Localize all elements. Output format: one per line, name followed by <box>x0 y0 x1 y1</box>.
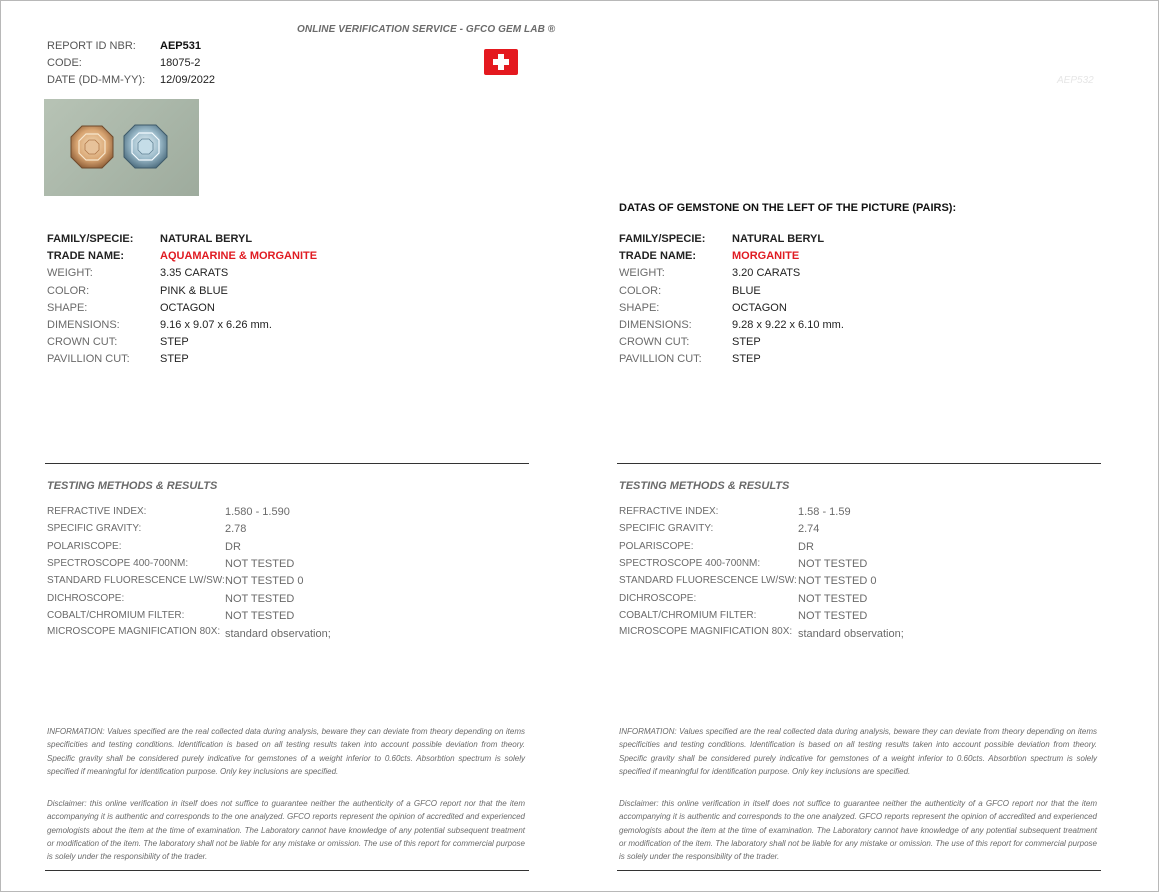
right-disclaimer-text: Disclaimer: this online verification in itself does not suffice to guarantee neither the authenticity of a GFCO report nor that the item accompanying it is authentic and corresponds to the one analyzed. GFCO reports represent the opinion of accredited and experienced gemologists about the item at the time of examination. The Laboratory cannot have knowledge of any potential subsequent treatment or modification of the item. The laboratory shall not be liable for any mistake or omission. The use of this report for commercial purpose is solely under the responsibility of the trader. <box>619 799 1097 862</box>
detail-label: FAMILY/SPECIE: <box>619 233 706 245</box>
test-label: SPECTROSCOPE 400-700NM: <box>47 558 189 569</box>
code-label: CODE: <box>47 57 82 69</box>
test-label: COBALT/CHROMIUM FILTER: <box>47 610 185 621</box>
test-value: NOT TESTED <box>798 610 868 622</box>
test-value: NOT TESTED 0 <box>798 575 877 587</box>
detail-value: BLUE <box>732 285 761 297</box>
test-label: REFRACTIVE INDEX: <box>47 506 147 517</box>
detail-label: PAVILLION CUT: <box>47 353 130 365</box>
detail-label: WEIGHT: <box>619 267 665 279</box>
test-value: DR <box>798 541 814 553</box>
detail-value: 9.28 x 9.22 x 6.10 mm. <box>732 319 844 331</box>
left-information-text: INFORMATION: Values specified are the real collected data during analysis, beware they can deviate from theory depending on items specificities and testing conditions. Identification is based on all testing results taken into account possible deviation from theory. Specific gravity shall be considered purely indicative for gemstones of a weight inferior to 0.60cts. Absorbtion spectrum is solely specified if meaningful for identification purpose. Only key inclusions are specified. <box>47 727 525 776</box>
test-label: SPECIFIC GRAVITY: <box>47 523 142 534</box>
detail-label: TRADE NAME: <box>47 250 124 262</box>
right-bottom-divider <box>617 870 1101 871</box>
test-value: NOT TESTED <box>798 593 868 605</box>
test-value: 1.58 - 1.59 <box>798 506 851 518</box>
right-information-text: INFORMATION: Values specified are the real collected data during analysis, beware they can deviate from theory depending on items specificities and testing conditions. Identification is based on all testing results taken into account possible deviation from theory. Specific gravity shall be considered purely indicative for gemstones of a weight inferior to 0.60cts. Absorbtion spectrum is solely specified if meaningful for identification purpose. Only key inclusions are specified. <box>619 727 1097 776</box>
left-testing-title: TESTING METHODS & RESULTS <box>47 480 218 492</box>
detail-value: PINK & BLUE <box>160 285 228 297</box>
test-value: standard observation; <box>225 628 331 640</box>
detail-label: WEIGHT: <box>47 267 93 279</box>
detail-label: FAMILY/SPECIE: <box>47 233 134 245</box>
detail-label: DIMENSIONS: <box>47 319 120 331</box>
left-bottom-divider <box>45 870 529 871</box>
test-label: SPECTROSCOPE 400-700NM: <box>619 558 761 569</box>
test-label: STANDARD FLUORESCENCE LW/SW: <box>619 575 797 586</box>
test-label: REFRACTIVE INDEX: <box>619 506 719 517</box>
trade-name-value: MORGANITE <box>732 250 800 262</box>
swiss-flag-icon <box>484 49 518 75</box>
test-label: POLARISCOPE: <box>47 541 122 552</box>
detail-value: 3.35 CARATS <box>160 267 229 279</box>
report-id-value: AEP531 <box>160 40 201 52</box>
test-value: standard observation; <box>798 628 904 640</box>
detail-label: TRADE NAME: <box>619 250 696 262</box>
test-label: MICROSCOPE MAGNIFICATION 80X: <box>47 626 221 637</box>
faded-report-id: AEP532 <box>1057 75 1094 86</box>
test-label: POLARISCOPE: <box>619 541 694 552</box>
detail-value: 9.16 x 9.07 x 6.26 mm. <box>160 319 272 331</box>
detail-value: OCTAGON <box>732 302 787 314</box>
detail-value: NATURAL BERYL <box>160 233 253 245</box>
date-label: DATE (DD-MM-YY): <box>47 74 146 86</box>
morganite-stone <box>71 126 113 168</box>
test-value: NOT TESTED <box>225 610 295 622</box>
report-id-label: REPORT ID NBR: <box>47 40 136 52</box>
detail-label: PAVILLION CUT: <box>619 353 702 365</box>
test-value: NOT TESTED <box>225 593 295 605</box>
detail-value: STEP <box>732 336 761 348</box>
right-section-title: DATAS OF GEMSTONE ON THE LEFT OF THE PICTURE (PAIRS): <box>619 202 957 214</box>
detail-value: STEP <box>160 336 189 348</box>
detail-label: CROWN CUT: <box>619 336 690 348</box>
test-value: NOT TESTED <box>798 558 868 570</box>
detail-value: NATURAL BERYL <box>732 233 825 245</box>
test-value: DR <box>225 541 241 553</box>
test-label: DICHROSCOPE: <box>619 593 697 604</box>
aquamarine-stone <box>124 125 167 168</box>
date-value: 12/09/2022 <box>160 74 216 86</box>
test-label: STANDARD FLUORESCENCE LW/SW: <box>47 575 225 586</box>
detail-label: DIMENSIONS: <box>619 319 692 331</box>
test-value: 1.580 - 1.590 <box>225 506 290 518</box>
detail-value: 3.20 CARATS <box>732 267 801 279</box>
test-label: MICROSCOPE MAGNIFICATION 80X: <box>619 626 793 637</box>
right-testing-title: TESTING METHODS & RESULTS <box>619 480 790 492</box>
detail-value: OCTAGON <box>160 302 215 314</box>
detail-label: COLOR: <box>619 285 662 297</box>
test-value: 2.78 <box>225 523 247 535</box>
test-value: NOT TESTED <box>225 558 295 570</box>
left-disclaimer-text: Disclaimer: this online verification in itself does not suffice to guarantee neither the authenticity of a GFCO report nor that the item accompanying it is authentic and corresponds to the one analyzed. GFCO reports represent the opinion of accredited and experienced gemologists about the item at the time of examination. The Laboratory cannot have knowledge of any potential subsequent treatment or modification of the item. The laboratory shall not be liable for any mistake or omission. The use of this report for commercial purpose is solely under the responsibility of the trader. <box>47 799 525 862</box>
right-divider <box>617 463 1101 464</box>
test-label: DICHROSCOPE: <box>47 593 125 604</box>
gemstone-photo <box>44 99 199 196</box>
detail-label: SHAPE: <box>619 302 660 314</box>
test-value: NOT TESTED 0 <box>225 575 304 587</box>
detail-label: COLOR: <box>47 285 90 297</box>
code-value: 18075-2 <box>160 57 201 69</box>
service-title: ONLINE VERIFICATION SERVICE - GFCO GEM LAB ® <box>297 24 556 35</box>
left-divider <box>45 463 529 464</box>
trade-name-value: AQUAMARINE & MORGANITE <box>160 250 318 262</box>
gemstones-illustration <box>44 99 199 196</box>
detail-value: STEP <box>732 353 761 365</box>
test-label: COBALT/CHROMIUM FILTER: <box>619 610 757 621</box>
test-label: SPECIFIC GRAVITY: <box>619 523 714 534</box>
test-value: 2.74 <box>798 523 820 535</box>
detail-label: SHAPE: <box>47 302 88 314</box>
detail-value: STEP <box>160 353 189 365</box>
detail-label: CROWN CUT: <box>47 336 118 348</box>
